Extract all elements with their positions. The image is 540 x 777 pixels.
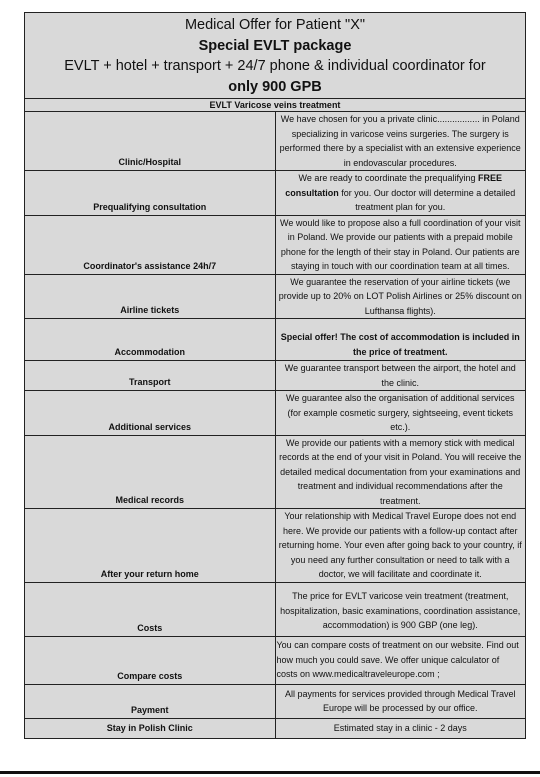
treatment-subtitle: EVLT Varicose veins treatment: [25, 99, 526, 112]
table-row: [25, 361, 526, 391]
row-label-prequalifying: Prequalifying consultation: [25, 171, 276, 216]
row-text-airline: We guarantee the reservation of your airline tickets (we provide up to 20% on LOT Polish Airlines or 25% discount on Lufthansa flights).: [275, 274, 526, 319]
table-row: [25, 319, 526, 361]
row-text-transport: We guarantee transport between the airport, the hotel and the clinic.: [275, 361, 526, 391]
row-label-airline: Airline tickets: [25, 274, 276, 319]
row-label-compare-costs: Compare costs: [25, 636, 276, 684]
offer-sheet: [24, 12, 526, 739]
free-consultation-highlight: FREE consultation: [285, 173, 502, 198]
row-text-clinic: We have chosen for you a private clinic................. in Poland specializing in varicose veins surgeries. The surgery is performed there by a specialist with an extensive experience in endovascular procedures.: [275, 112, 526, 171]
offer-header: [25, 13, 526, 99]
row-text-payment: All payments for services provided through Medical Travel Europe will be processed by our office.: [275, 684, 526, 718]
table-row: [25, 112, 526, 171]
package-contents: EVLT + hotel + transport + 24/7 phone & individual coordinator for: [64, 58, 486, 74]
table-row: [25, 435, 526, 509]
row-text-medical-records: We provide our patients with a memory stick with medical records at the end of your visit in Poland. You will receive the detailed medical documentation from your examinations and treatment and individual recommendations after the treatment.: [275, 435, 526, 509]
row-label-clinic: Clinic/Hospital: [25, 112, 276, 171]
row-text-stay: Estimated stay in a clinic - 2 days: [275, 718, 526, 738]
row-label-payment: Payment: [25, 684, 276, 718]
bottom-divider: [0, 771, 540, 774]
offer-table: [24, 12, 526, 739]
row-label-stay: Stay in Polish Clinic: [25, 718, 276, 738]
row-label-medical-records: Medical records: [25, 435, 276, 509]
table-row: [25, 391, 526, 436]
table-row: [25, 636, 526, 684]
package-title: Special EVLT package: [198, 37, 352, 54]
row-label-coordinator: Coordinator's assistance 24h/7: [25, 215, 276, 274]
prequalifying-text-end: for you. Our doctor will determine a detailed treatment plan for you.: [338, 187, 516, 212]
row-label-transport: Transport: [25, 361, 276, 391]
row-label-costs: Costs: [25, 582, 276, 636]
row-text-coordinator: We would like to propose also a full coordination of your visit in Poland. We provide our patients with a prepaid mobile phone for the length of their stay in Poland. Our patients are staying in touch with our coordination team at all times.: [275, 215, 526, 274]
table-row: [25, 171, 526, 216]
row-text-compare-costs: You can compare costs of treatment on our website. Find out how much you could save. We offer unique calculator of costs on www.medicaltraveleurope.com ;: [275, 636, 526, 684]
prequalifying-text-start: We are ready to coordinate the prequalifying: [298, 173, 478, 183]
row-text-additional: We guarantee also the organisation of additional services (for example cosmetic surgery, sightseeing, event tickets etc.).: [275, 391, 526, 436]
table-row: [25, 684, 526, 718]
header-row: [25, 13, 526, 99]
table-row: [25, 582, 526, 636]
row-label-additional: Additional services: [25, 391, 276, 436]
offer-title: Medical Offer for Patient "X": [184, 17, 366, 33]
row-text-prequalifying: [275, 171, 526, 216]
row-label-accommodation: Accommodation: [25, 319, 276, 361]
table-row: [25, 215, 526, 274]
table-row: [25, 509, 526, 583]
subtitle-row: [25, 99, 526, 112]
table-row: [25, 718, 526, 738]
row-text-accommodation: Special offer! The cost of accommodation is included in the price of treatment.: [275, 319, 526, 361]
row-text-after-return: Your relationship with Medical Travel Europe does not end here. We provide our patients with a follow-up contact after returning home. Your even after going back to your country, if you need any further consultation or need to talk with a doctor, we will facilitate and coordinate it.: [275, 509, 526, 583]
row-text-costs: The price for EVLT varicose vein treatment (treatment, hospitalization, basic examinations, coordination assistance, accommodation) is 900 GBP (one leg).: [275, 582, 526, 636]
row-label-after-return: After your return home: [25, 509, 276, 583]
table-row: [25, 274, 526, 319]
package-price: only 900 GPB: [228, 78, 322, 95]
